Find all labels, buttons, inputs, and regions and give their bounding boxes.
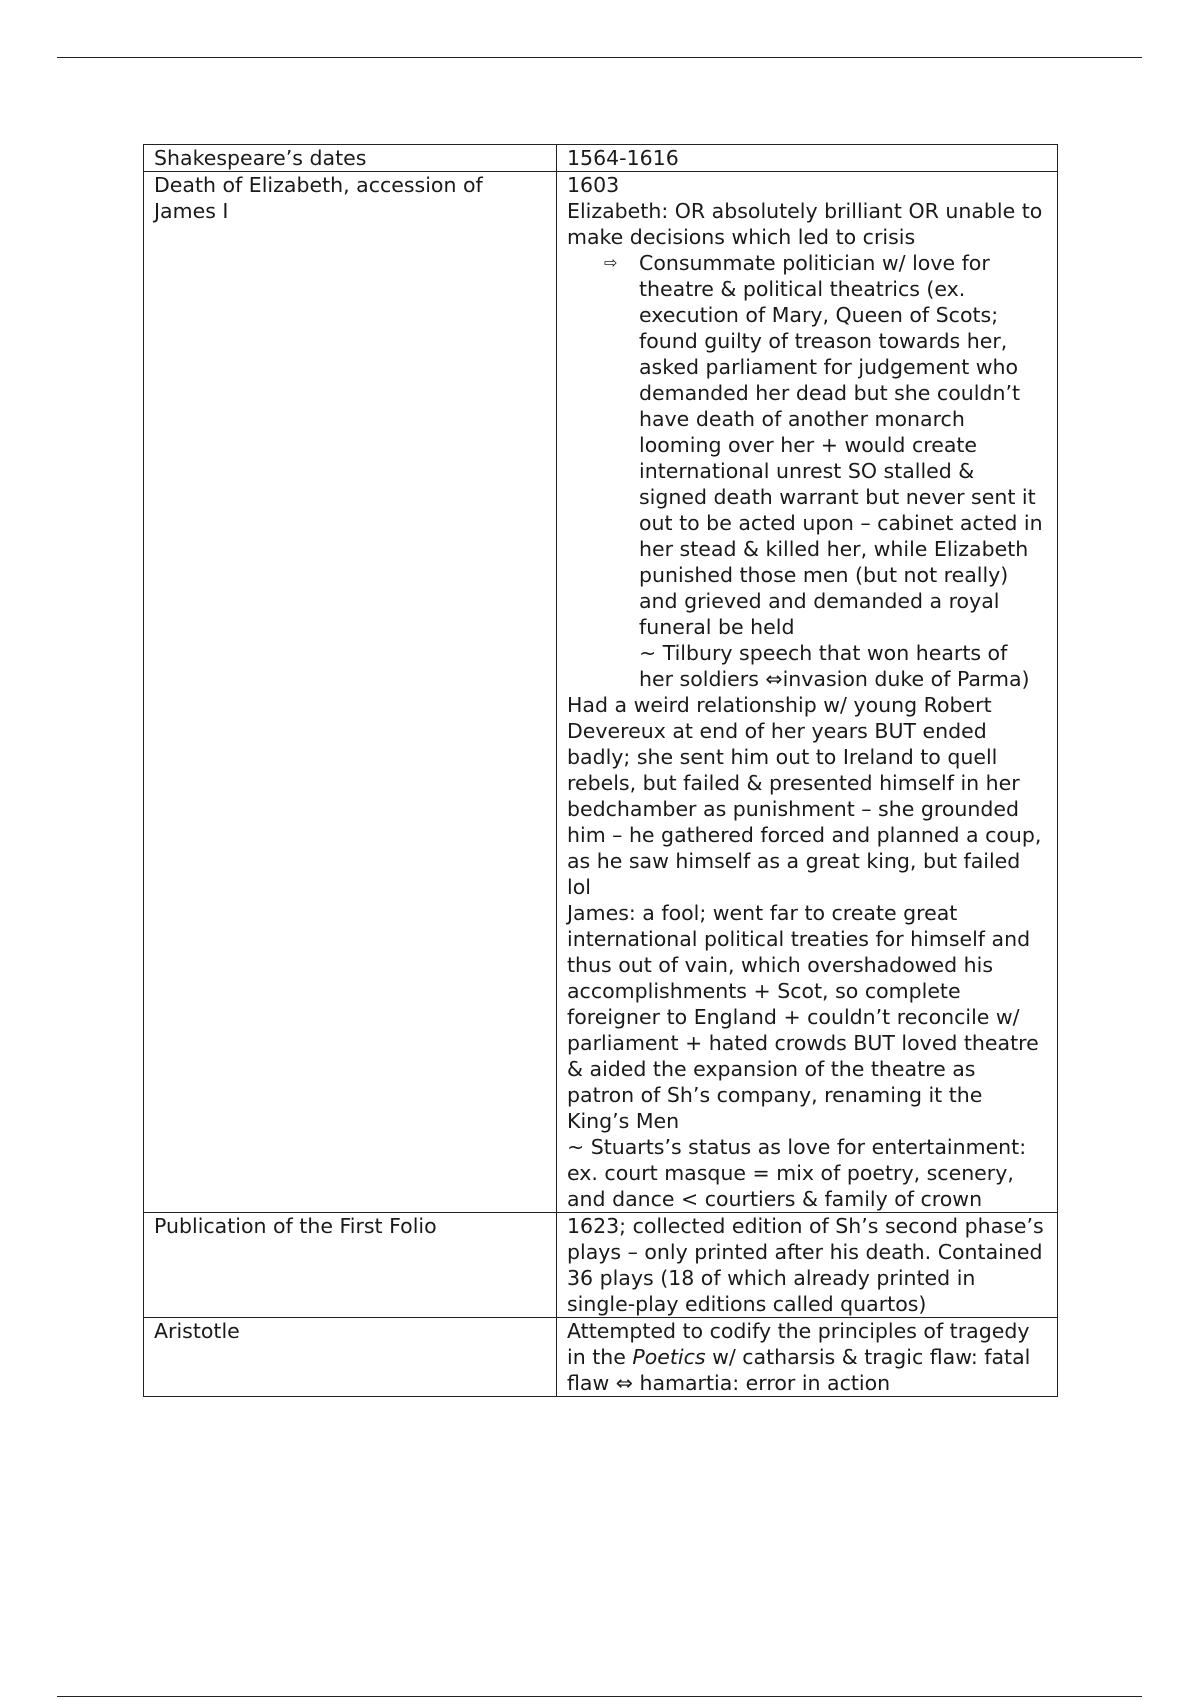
devereux-paragraph: Had a weird relationship w/ young Robert Devereux at end of her years BUT ended badly; she sent him out to Ireland to quell rebels, but failed & presented himself in her bedchamber as punishment – she grounded him – he gathered forced and planned a coup, as he saw himself as a great king, but failed lol bbox=[567, 693, 1042, 899]
notes-table bbox=[143, 144, 1058, 1397]
arrow-bullet bbox=[567, 250, 1047, 692]
footer-rule bbox=[57, 1696, 1142, 1697]
term-cell: Shakespeare’s dates bbox=[144, 145, 557, 172]
desc-text-continued: w/ catharsis & tragic flaw: fatal flaw ⇔ hamartia: error in action bbox=[567, 1345, 1031, 1395]
description-cell: 1623; collected edition of Sh’s second phase’s plays – only printed after his death. Contained 36 plays (18 of which already printed in single-play editions called quartos) bbox=[557, 1213, 1058, 1318]
table-row bbox=[144, 1318, 1058, 1397]
date-text: 1603 bbox=[567, 173, 620, 197]
table-row bbox=[144, 172, 1058, 1213]
term-cell: Publication of the First Folio bbox=[144, 1213, 557, 1318]
arrow-icon: ⇨ bbox=[604, 253, 618, 272]
description-cell bbox=[557, 1318, 1058, 1397]
header-rule bbox=[57, 57, 1142, 58]
bullet-text-continued: ~ Tilbury speech that won hearts of her soldiers ⇔invasion duke of Parma) bbox=[639, 641, 1030, 691]
description-cell bbox=[557, 172, 1058, 1213]
term-cell: Aristotle bbox=[144, 1318, 557, 1397]
description-cell: 1564-1616 bbox=[557, 145, 1058, 172]
table-row bbox=[144, 145, 1058, 172]
term-cell: Death of Elizabeth, accession of James I bbox=[144, 172, 557, 1213]
poetics-title: Poetics bbox=[632, 1345, 706, 1369]
table-row bbox=[144, 1213, 1058, 1318]
desc-text: Attempted to codify the principles of tragedy in the bbox=[567, 1319, 1030, 1369]
bullet-text: Consummate politician w/ love for theatre & political theatrics (ex. execution of Mary, Queen of Scots; found guilty of treason towards her, asked parliament for judgement who demanded her dead but she couldn’t have death of another monarch looming over her + would create international unrest SO stalled & signed death warrant but never sent it out to be acted upon – cabinet acted in her stead & killed her, while Elizabeth punished those men (but not really) and grieved and demanded a royal funeral be held bbox=[639, 251, 1043, 639]
james-paragraph: James: a fool; went far to create great international political treaties for himself and thus out of vain, which overshadowed his accomplishments + Scot, so complete foreigner to England + couldn’t reconcile w/ parliament + hated crowds BUT loved theatre & aided the expansion of the theatre as patron of Sh’s company, renaming it the King’s Men bbox=[567, 901, 1039, 1133]
elizabeth-paragraph: Elizabeth: OR absolutely brilliant OR unable to make decisions which led to crisis bbox=[567, 199, 1043, 249]
stuarts-paragraph: ~ Stuarts’s status as love for entertainment: ex. court masque = mix of poetry, scenery, and dance < courtiers & family of crown bbox=[567, 1135, 1027, 1211]
